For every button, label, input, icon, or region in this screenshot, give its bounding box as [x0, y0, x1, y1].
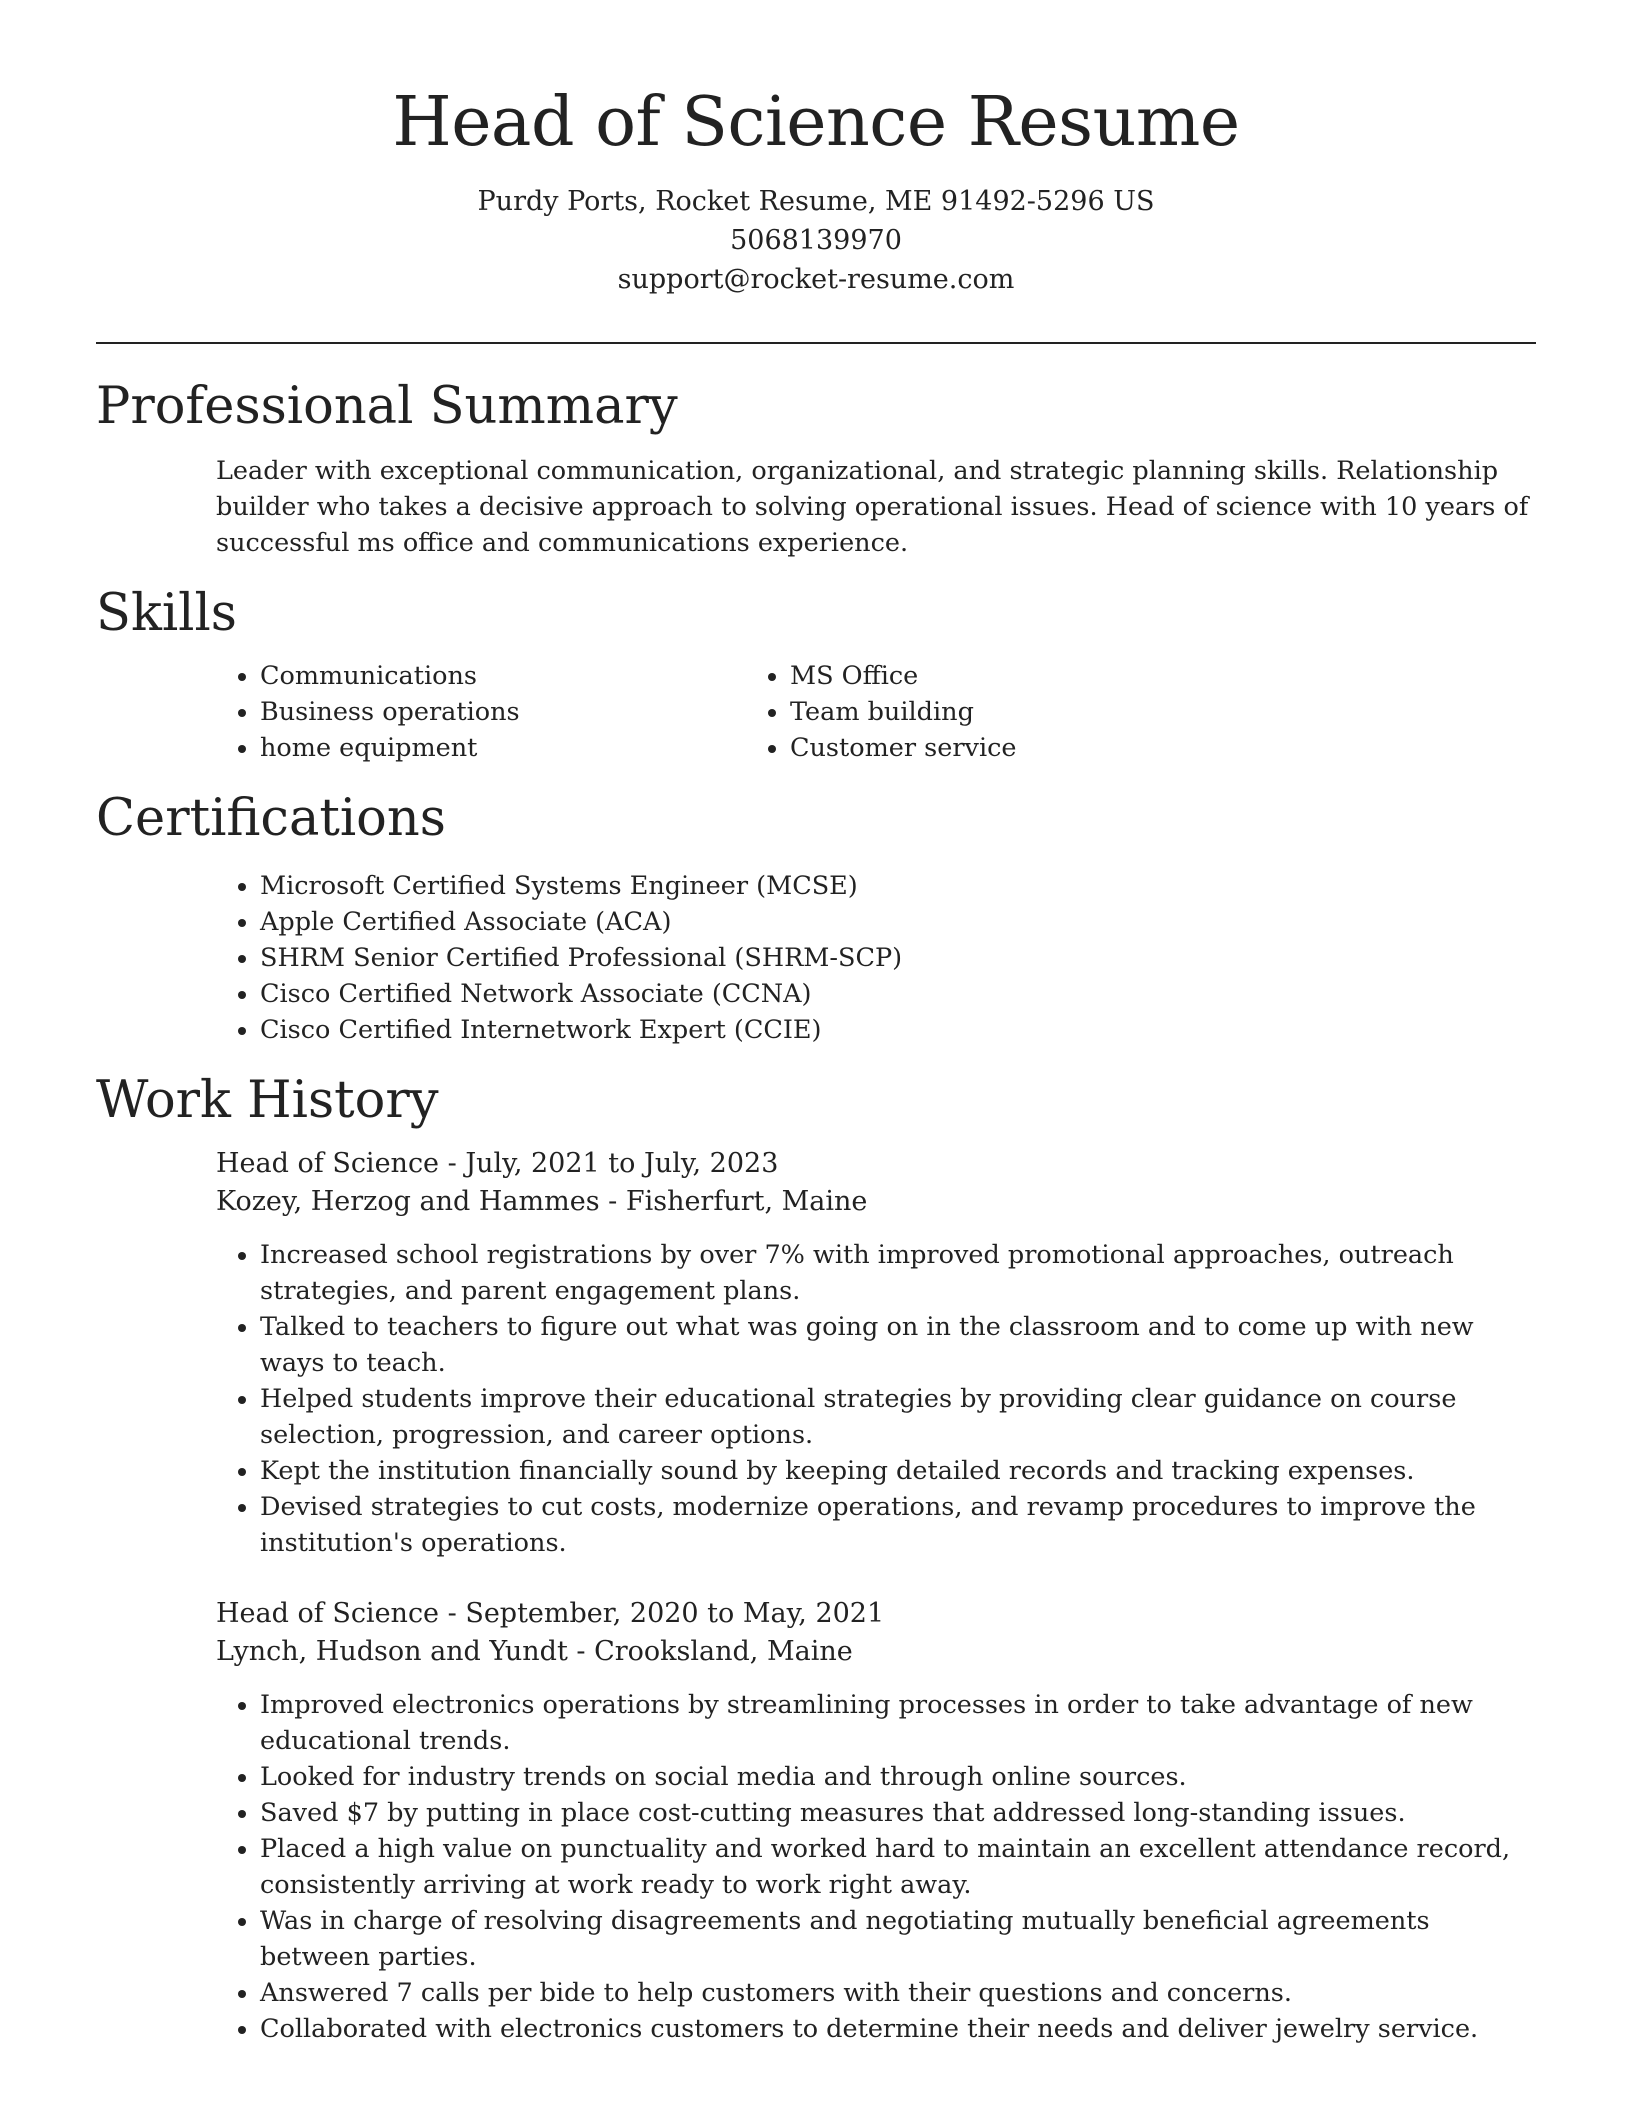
summary-heading: Professional Summary [96, 377, 678, 436]
job-title-dates: Head of Science - July, 2021 to July, 2023 [216, 1147, 779, 1179]
contact-phone: 5068139970 [730, 225, 902, 257]
summary-text: Leader with exceptional communication, organizational, and strategic planning skills. Relationship builder who takes a decisive approach to solving operational issues. Head of science with 10 years of successful ms office and communications experience. [216, 456, 1529, 559]
certifications-heading: Certifications [96, 789, 446, 849]
job-title-dates: Head of Science - September, 2020 to May, 2021 [216, 1597, 885, 1629]
certifications-list [96, 868, 1536, 1048]
job-bullets [96, 1237, 1536, 1561]
certifications-section [96, 788, 1536, 1047]
job-bullet: • Talked to teachers to figure out what was going on in the classroom and to come up with new ways to teach. [260, 1309, 1536, 1381]
job-bullet: • Increased school registrations by over 7% with improved promotional approaches, outreach strategies, and parent engagement plans. [260, 1237, 1536, 1309]
certification-item: • Cisco Certified Network Associate (CCNA) [260, 976, 1536, 1012]
job-bullet: • Devised strategies to cut costs, modernize operations, and revamp procedures to improve the institution's operations. [260, 1489, 1536, 1561]
job-bullet: • Helped students improve their educational strategies by providing clear guidance on course selection, progression, and career options. [260, 1381, 1536, 1453]
job-header [216, 1595, 1536, 1671]
work-history-section [96, 1070, 1536, 2047]
job-header [216, 1145, 1536, 1221]
job-bullet: • Answered 7 calls per bide to help customers with their questions and concerns. [260, 1975, 1536, 2011]
certification-item: • Apple Certified Associate (ACA) [260, 904, 1536, 940]
skill-item: • Team building [790, 694, 1396, 730]
contact-info [0, 182, 1632, 299]
job-bullet: • Was in charge of resolving disagreements and negotiating mutually beneficial agreements between parties. [260, 1903, 1536, 1975]
certification-item: • Microsoft Certified Systems Engineer (MCSE) [260, 868, 1536, 904]
job-bullet: • Collaborated with electronics customers to determine their needs and deliver jewelry service. [260, 2011, 1536, 2047]
certification-item: • Cisco Certified Internetwork Expert (CCIE) [260, 1012, 1536, 1048]
contact-address: Purdy Ports, Rocket Resume, ME 91492-5296 US [477, 186, 1155, 218]
job-company-location: Lynch, Hudson and Yundt - Crooksland, Maine [216, 1635, 853, 1667]
skill-item: • MS Office [790, 658, 1396, 694]
resume-header [0, 0, 1632, 299]
job-bullet: • Looked for industry trends on social media and through online sources. [260, 1759, 1536, 1795]
summary-section [96, 376, 1536, 561]
skill-item: • Customer service [790, 730, 1396, 766]
job-entry [96, 1595, 1536, 2047]
work-history-heading: Work History [96, 1070, 439, 1130]
skill-item: • home equipment [260, 730, 746, 766]
skills-grid [96, 658, 1536, 766]
job-bullet: • Kept the institution financially sound by keeping detailed records and tracking expenses. [260, 1453, 1536, 1489]
job-bullets [96, 1687, 1536, 2047]
skills-column-2 [746, 658, 1396, 766]
certification-item: • SHRM Senior Certified Professional (SHRM-SCP) [260, 940, 1536, 976]
skill-item: • Communications [260, 658, 746, 694]
contact-email: support@rocket-resume.com [617, 264, 1015, 296]
job-company-location: Kozey, Herzog and Hammes - Fisherfurt, Maine [216, 1185, 868, 1217]
resume-body [96, 376, 1536, 2047]
skills-heading: Skills [96, 584, 237, 644]
skills-column-1 [96, 658, 746, 766]
header-divider [96, 342, 1536, 344]
job-entry [96, 1145, 1536, 1561]
job-bullet: • Saved $7 by putting in place cost-cutting measures that addressed long-standing issues. [260, 1795, 1536, 1831]
skill-item: • Business operations [260, 694, 746, 730]
job-bullet: • Placed a high value on punctuality and worked hard to maintain an excellent attendance record, consistently arriving at work ready to work right away. [260, 1831, 1536, 1903]
job-bullet: • Improved electronics operations by streamlining processes in order to take advantage of new educational trends. [260, 1687, 1536, 1759]
skills-section [96, 583, 1536, 766]
page-title: Head of Science Resume [392, 83, 1240, 162]
